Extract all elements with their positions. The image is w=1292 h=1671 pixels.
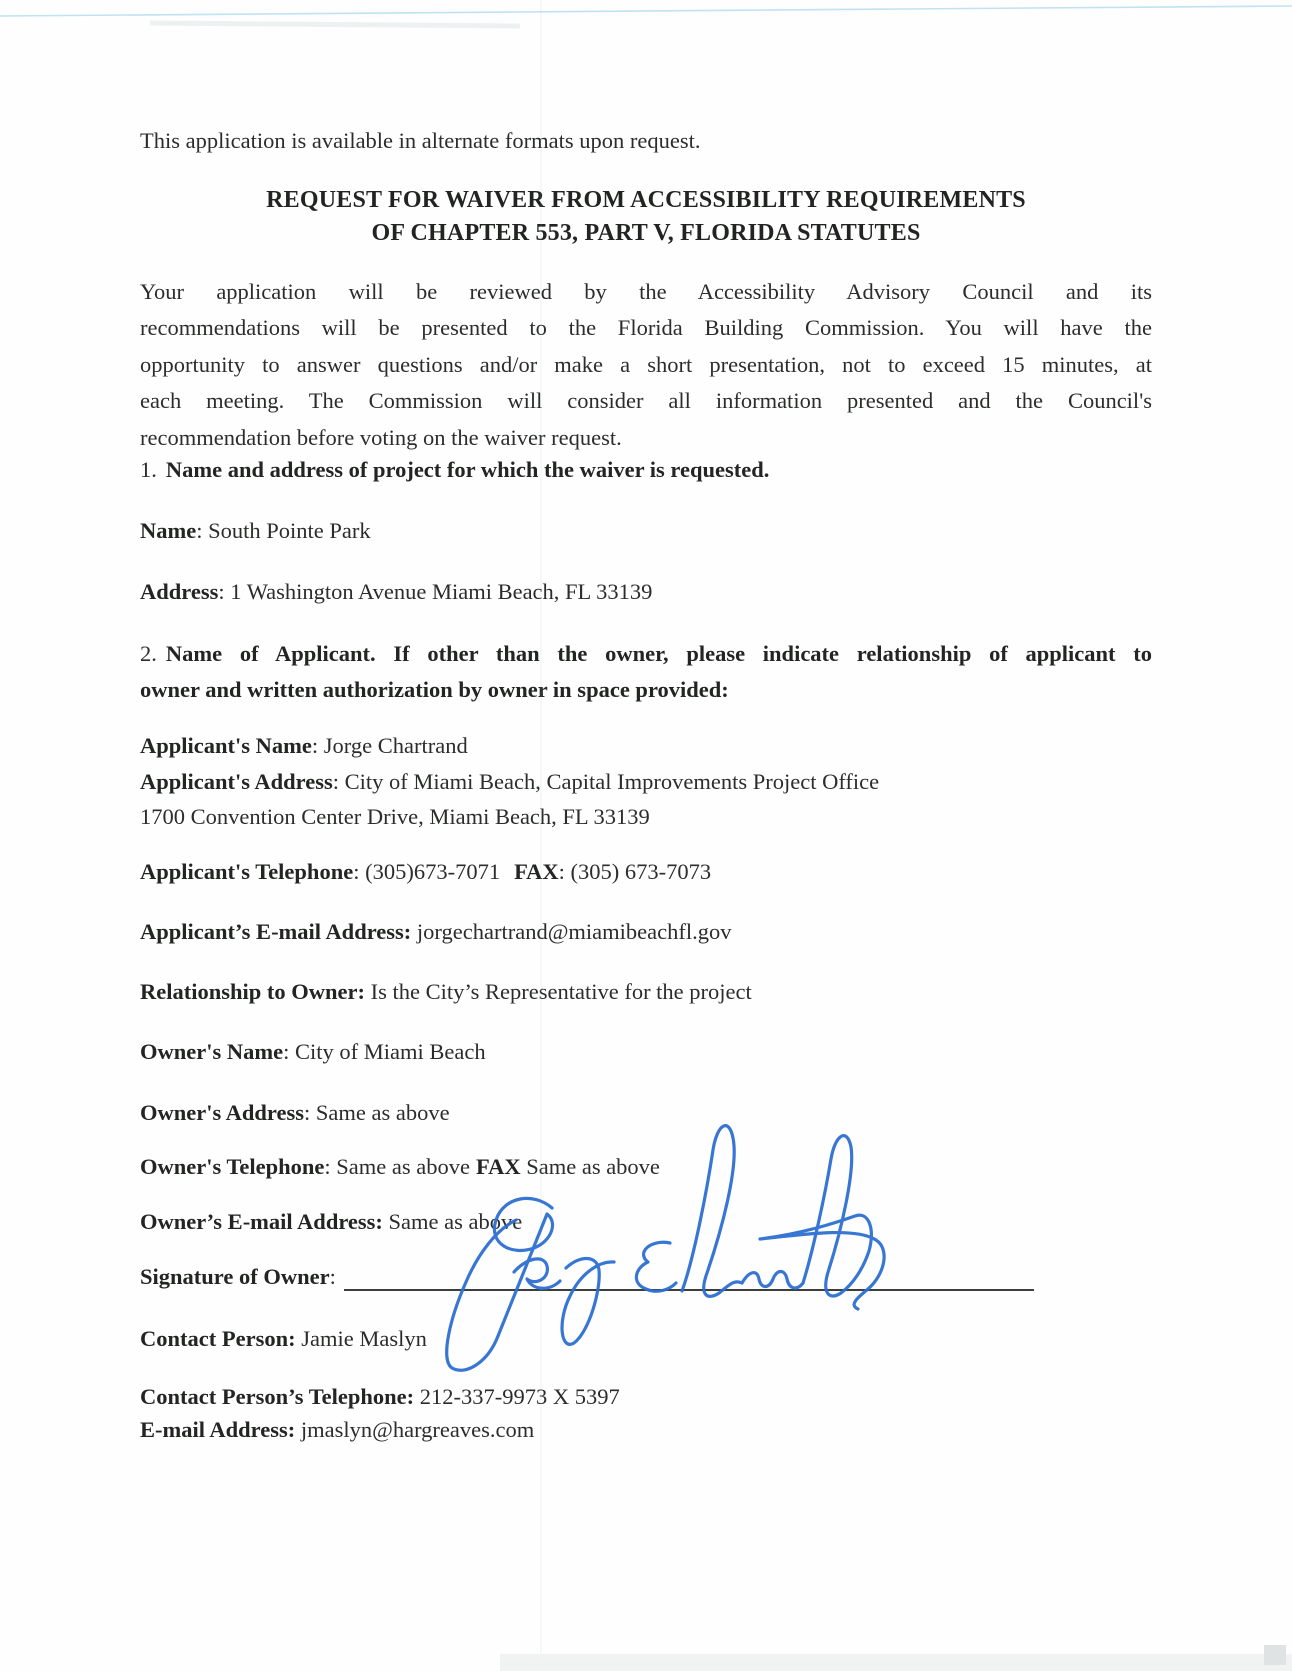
intro-line: recommendation before voting on the waiver request. [140,424,622,450]
field-value: Same as above [315,1100,450,1125]
field-separator: : [283,1039,295,1064]
field-label: Applicant's Address [140,768,333,794]
signature-label-wrap [140,1260,336,1294]
field-value: Jamie Maslyn [301,1326,427,1351]
scan-artifact-corner-blob [1264,1645,1286,1665]
field-label: Owner's Name [140,1039,284,1064]
field-label: Owner's Address [140,1100,304,1125]
field-separator: : [329,1264,336,1289]
section-1-number: 1. [140,457,157,482]
field-separator: : [218,579,231,604]
field-separator: : [353,859,366,884]
contact-info-block [140,1380,1152,1446]
intro-line: recommendations will be presented to the Florida Building Commission. You will have the [140,315,1152,341]
field-label: Applicant’s E-mail Address: [140,919,412,944]
field-label: Owner’s E-mail Address: [140,1209,383,1234]
field-contact-email [140,1413,1152,1446]
field-label: FAX [476,1154,521,1179]
section-1-text: Name and address of project for which the waiver is requested. [165,457,770,482]
intro-line: each meeting. The Commission will consider all information presented and the Council's [140,388,1152,414]
field-owner-email [140,1205,1152,1239]
section-2-text-line2: owner and written authorization by owner in space provided: [140,677,729,702]
document-title-line1: REQUEST FOR WAIVER FROM ACCESSIBILITY REQUIREMENTS [266,187,1026,213]
field-value: City of Miami Beach [295,1039,486,1064]
field-separator: : [558,859,571,884]
field-project-address [140,575,1152,609]
field-owner-telephone [140,1150,1152,1184]
section-1-heading [140,452,1152,488]
field-applicant-email [140,915,1152,949]
field-label: FAX [514,859,559,884]
field-value: South Pointe Park [208,518,371,543]
applicant-info-block [140,728,1152,835]
field-value: Jorge Chartrand [323,733,468,758]
field-separator: : [332,768,345,794]
intro-paragraph [140,274,1152,456]
signature-line [344,1269,1034,1291]
field-value: jorgechartrand@miamibeachfl.gov [416,919,732,944]
field-label: Signature of Owner [140,1264,330,1289]
field-signature-of-owner [140,1260,1034,1294]
field-contact-person [140,1322,1152,1356]
section-2-number: 2. [140,641,157,666]
field-applicant-address-line2 [140,799,1152,835]
field-value: Same as above [388,1209,523,1234]
field-owner-name [140,1035,1152,1069]
field-value: 1700 Convention Center Drive, Miami Beach, FL 33139 [140,804,650,829]
scan-artifact-bottom-strip [500,1654,1292,1671]
field-relationship-to-owner [140,975,1152,1009]
field-value: jmaslyn@hargreaves.com [300,1417,535,1442]
scan-artifact-smudge [150,23,520,26]
section-2-line1 [140,636,1152,672]
document-title-line2: OF CHAPTER 553, PART V, FLORIDA STATUTES [371,220,921,246]
field-label: Applicant's Name [140,733,312,758]
section-2-heading [140,636,1152,708]
field-separator: : [324,1154,337,1179]
section-2-text-line1: Name of Applicant. If other than the owner, please indicate relationship of applicant to [165,641,1152,666]
field-value: City of Miami Beach, Capital Improvements Project Office [344,768,880,794]
field-label: Contact Person: [140,1326,296,1351]
field-value: Same as above [526,1154,660,1179]
field-separator: : [303,1100,316,1125]
field-applicant-name [140,728,1152,764]
field-applicant-address [140,764,1152,800]
field-value: Same as above [336,1154,471,1179]
field-label: E-mail Address: [140,1417,296,1442]
field-value: 212-337-9973 X 5397 [419,1384,620,1409]
field-separator: : [196,518,209,543]
alternate-formats-notice: This application is available in alternate formats upon request. [140,128,701,153]
field-project-name [140,514,1152,548]
field-contact-telephone [140,1380,1152,1413]
field-owner-address [140,1096,1152,1130]
section-2-line2 [140,672,1152,708]
scan-artifact-top-line [0,6,1292,16]
field-separator: : [311,733,324,758]
field-label: Relationship to Owner: [140,979,365,1004]
field-label: Contact Person’s Telephone: [140,1384,415,1409]
intro-line: Your application will be reviewed by the Accessibility Advisory Council and its [140,279,1152,304]
field-applicant-telephone [140,855,1152,889]
field-label: Applicant's Telephone [140,859,354,884]
field-value: (305) 673-7073 [570,859,712,884]
field-label: Owner's Telephone [140,1154,325,1179]
document-title [140,184,1152,250]
intro-line: opportunity to answer questions and/or make a short presentation, not to exceed 15 minutes, at [140,351,1152,377]
field-value: 1 Washington Avenue Miami Beach, FL 33139 [230,579,653,604]
field-label: Name [140,518,197,543]
field-value: Is the City’s Representative for the project [370,979,752,1004]
field-label: Address [140,579,219,604]
field-value: (305)673-7071 [365,859,501,884]
